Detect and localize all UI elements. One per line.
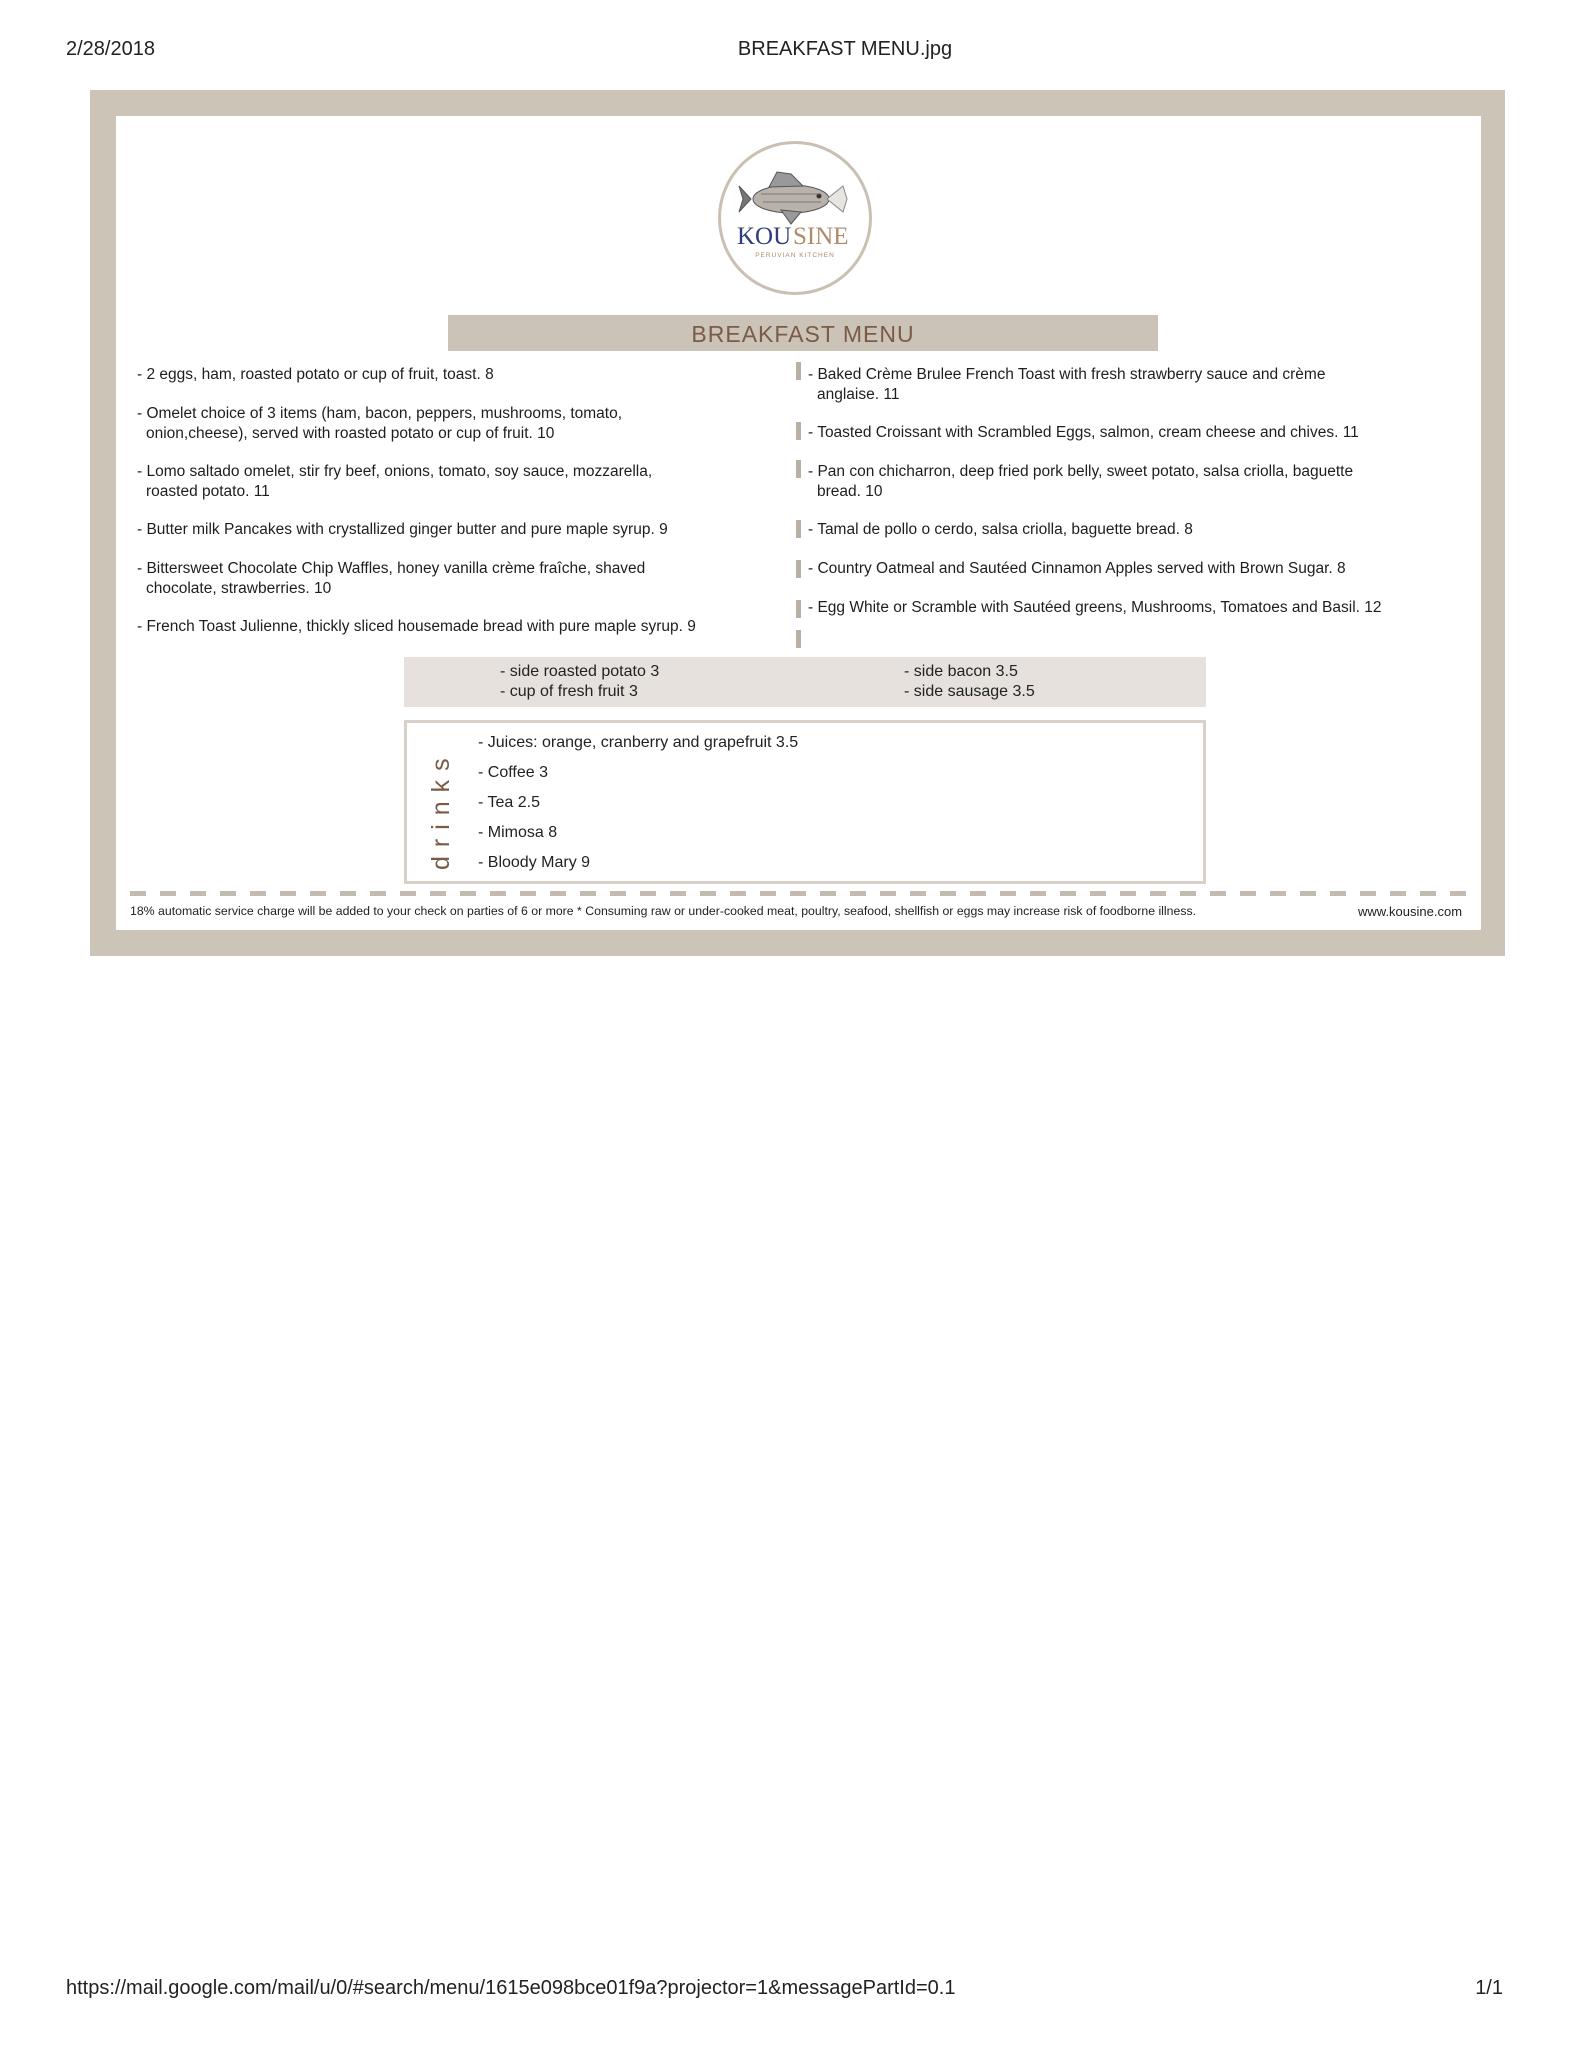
dashed-divider <box>130 891 1470 896</box>
print-url: https://mail.google.com/mail/u/0/#search/menu/1615e098bce01f9a?projector=1&messagePartId=0.1 <box>66 1977 956 1999</box>
drink-item: - Coffee 3 <box>478 764 548 781</box>
drink-item: - Bloody Mary 9 <box>478 854 591 871</box>
drink-item: - Juices: orange, cranberry and grapefruit 3.5 <box>478 734 799 751</box>
fish-illustration-icon <box>739 172 847 224</box>
column-divider <box>796 362 801 380</box>
service-charge-note: 18% automatic service charge will be added to your check on parties of 6 or more * Consuming raw or under-cooked meat, poultry, seafood, shellfish or eggs may increase risk of foodborne illness. <box>130 904 1197 918</box>
drink-item: - Tea 2.5 <box>478 794 540 811</box>
menu-item: - French Toast Julienne, thickly sliced housemade bread with pure maple syrup. 9 <box>137 618 696 635</box>
sides-panel <box>404 657 1206 707</box>
menu-item: - Lomo saltado omelet, stir fry beef, onions, tomato, soy sauce, mozzarella, roasted potato. 11 <box>137 463 653 500</box>
print-title: BREAKFAST MENU.jpg <box>737 38 953 60</box>
logo-kou: KOU <box>737 223 792 250</box>
menu-item: - Egg White or Scramble with Sautéed greens, Mushrooms, Tomatoes and Basil. 12 <box>808 599 1382 616</box>
side-item: - side bacon 3.5 <box>904 663 1018 680</box>
side-item: - cup of fresh fruit 3 <box>500 683 638 700</box>
menu-item: - Pan con chicharron, deep fried pork belly, sweet potato, salsa criolla, baguette bread. 10 <box>808 463 1354 500</box>
kousine-logo <box>718 141 872 295</box>
page-number: 1/1 <box>1475 1977 1503 1999</box>
menu-item: - Bittersweet Chocolate Chip Waffles, honey vanilla crème fraîche, shaved chocolate, strawberries. 10 <box>137 560 646 597</box>
print-date: 2/28/2018 <box>66 38 155 60</box>
side-item: - side roasted potato 3 <box>500 663 660 680</box>
side-item: - side sausage 3.5 <box>904 683 1035 700</box>
column-divider <box>796 630 801 648</box>
column-divider <box>796 600 801 618</box>
logo-sine: SINE <box>793 223 849 250</box>
drink-item: - Mimosa 8 <box>478 824 558 841</box>
svg-text:drinks: drinks <box>427 749 455 870</box>
column-divider <box>796 560 801 578</box>
website-link[interactable]: www.kousine.com <box>1358 904 1463 919</box>
column-divider <box>796 520 801 538</box>
column-divider <box>796 422 801 440</box>
drinks-label <box>415 740 465 875</box>
menu-item: - Country Oatmeal and Sautéed Cinnamon Apples served with Brown Sugar. 8 <box>808 560 1346 577</box>
menu-item: - Butter milk Pancakes with crystallized ginger butter and pure maple syrup. 9 <box>137 521 668 538</box>
menu-item: - Toasted Croissant with Scrambled Eggs, salmon, cream cheese and chives. 11 <box>808 424 1359 441</box>
menu-item: - 2 eggs, ham, roasted potato or cup of fruit, toast. 8 <box>137 366 494 383</box>
menu-title: BREAKFAST MENU <box>448 315 1158 351</box>
column-divider <box>796 460 801 478</box>
menu-item: - Tamal de pollo o cerdo, salsa criolla, baguette bread. 8 <box>808 521 1193 538</box>
menu-item: - Baked Crème Brulee French Toast with fresh strawberry sauce and crème anglaise. 11 <box>808 366 1326 403</box>
logo-tagline: PERUVIAN KITCHEN <box>755 252 835 259</box>
menu-item: - Omelet choice of 3 items (ham, bacon, peppers, mushrooms, tomato, onion,cheese), served with roasted potato or cup of fruit. 10 <box>137 405 623 442</box>
